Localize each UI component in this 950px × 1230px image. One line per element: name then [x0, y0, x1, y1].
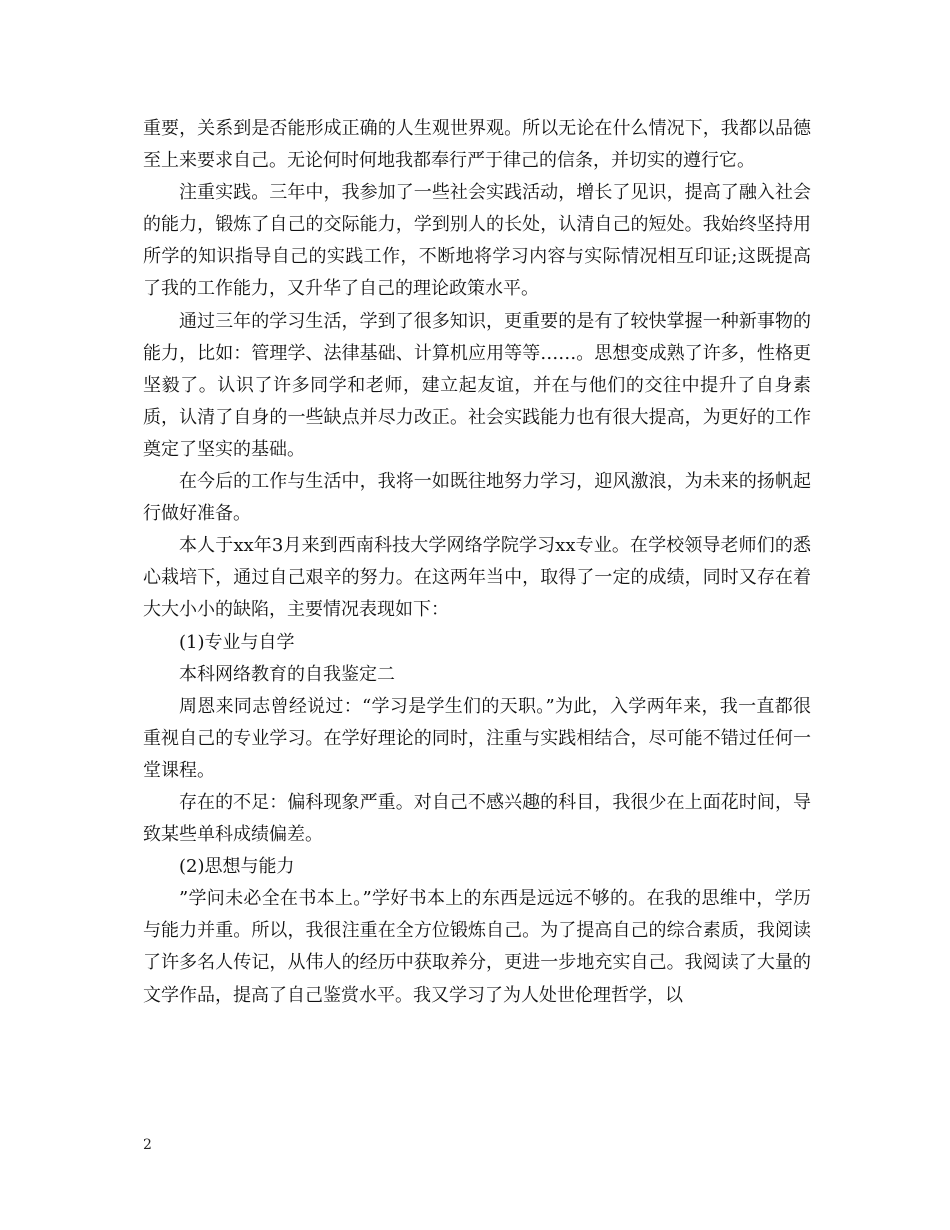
paragraph: 注重实践。三年中，我参加了一些社会实践活动，增长了见识，提高了融入社会的能力，锻炼了自己的交际能力，学到别人的长处，认清自己的短处。我始终坚持用所学的知识指导自己的实践工作，不断地将学习内容与实际情况相互印证;这既提高了我的工作能力，又升华了自己的理论政策水平。: [143, 182, 811, 300]
document-body: [143, 113, 811, 1012]
section-heading: (2)思想与能力: [179, 856, 295, 878]
section-heading: (1)专业与自学: [179, 631, 295, 653]
paragraph: ”学问未必全在书本上。”学好书本上的东西是远远不够的。在我的思维中，学历与能力并重。所以，我很注重在全方位锻炼自己。为了提高自己的综合素质，我阅读了许多名人传记，从伟人的经历中获取养分，更进一步地充实自己。我阅读了大量的文学作品，提高了自己鉴赏水平。我又学习了为人处世伦理哲学，以: [143, 888, 811, 1006]
paragraph: 本人于xx年3月来到西南科技大学网络学院学习xx专业。在学校领导老师们的悉心栽培下，通过自己艰辛的努力。在这两年当中，取得了一定的成绩，同时又存在着大大小小的缺陷，主要情况表现如下：: [143, 535, 811, 621]
page-number: 2: [143, 1137, 152, 1153]
section-heading: 本科网络教育的自我鉴定二: [179, 663, 395, 685]
paragraph: 在今后的工作与生活中，我将一如既往地努力学习，迎风激浪，为未来的扬帆起行做好准备。: [143, 471, 811, 525]
paragraph: 重要，关系到是否能形成正确的人生观世界观。所以无论在什么情况下，我都以品德至上来要求自己。无论何时何地我都奉行严于律己的信条，并切实的遵行它。: [143, 118, 811, 172]
paragraph: 周恩来同志曾经说过：“学习是学生们的天职。”为此，入学两年来，我一直都很重视自己的专业学习。在学好理论的同时，注重与实践相结合，尽可能不错过任何一堂课程。: [143, 695, 811, 781]
paragraph: 通过三年的学习生活，学到了很多知识，更重要的是有了较快掌握一种新事物的能力，比如：管理学、法律基础、计算机应用等等……。思想变成熟了许多，性格更坚毅了。认识了许多同学和老师，建立起友谊，并在与他们的交往中提升了自身素质，认清了自身的一些缺点并尽力改正。社会实践能力也有很大提高，为更好的工作奠定了坚实的基础。: [143, 310, 811, 460]
paragraph: 存在的不足：偏科现象严重。对自己不感兴趣的科目，我很少在上面花时间，导致某些单科成绩偏差。: [143, 791, 811, 846]
